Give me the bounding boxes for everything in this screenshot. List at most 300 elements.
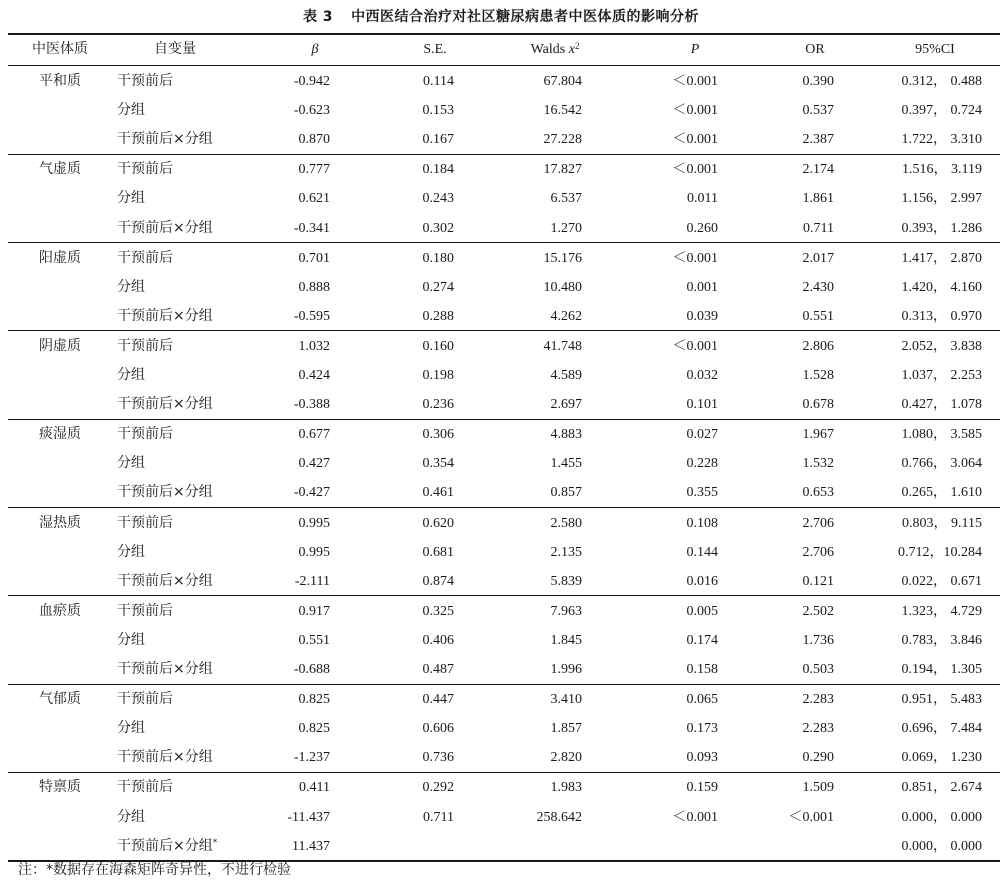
p-cell	[630, 273, 718, 302]
beta-cell-text: -0.623	[293, 103, 330, 119]
group-name-cell	[20, 743, 100, 772]
p-cell-text: 0.005	[686, 603, 718, 619]
se-cell	[380, 214, 454, 243]
se-cell	[380, 332, 454, 361]
beta-cell	[240, 244, 330, 273]
p-cell-text: 0.039	[686, 308, 718, 324]
variable-cell-text: 干预前后×分组	[117, 837, 213, 854]
or-cell	[760, 567, 834, 596]
wald-cell	[500, 685, 582, 714]
wald-cell	[500, 538, 582, 567]
se-cell-text: 0.292	[422, 780, 454, 796]
p-cell-text: 0.158	[686, 662, 718, 677]
p-cell-text: 0.065	[686, 692, 718, 708]
variable-cell-text: 分组	[117, 278, 145, 295]
header-wald-symbol: x	[568, 42, 575, 57]
ci-cell	[880, 390, 982, 419]
wald-cell-text: 10.480	[543, 279, 582, 295]
p-cell	[630, 125, 718, 154]
ci-cell-text: 0.951， 5.483	[901, 692, 982, 708]
header-variable: 自变量	[154, 41, 196, 57]
wald-cell	[500, 449, 582, 478]
or-cell	[760, 184, 834, 213]
beta-cell-text: 0.701	[298, 250, 330, 266]
group-name-cell	[20, 214, 100, 243]
group-name-cell	[20, 655, 100, 684]
ci-cell-text: 0.022， 0.671	[901, 573, 982, 589]
or-cell	[760, 96, 834, 125]
wald-cell-text: 1.455	[550, 456, 582, 472]
or-cell-text: 0.711	[803, 220, 834, 236]
or-cell-text: 0.551	[802, 308, 834, 324]
variable-cell-text: 干预前后×分组	[117, 131, 213, 148]
se-cell	[380, 420, 454, 449]
se-cell	[380, 273, 454, 302]
table-row	[0, 449, 1002, 478]
p-cell-text: ＜0.001	[672, 338, 718, 354]
table-row	[0, 714, 1002, 743]
or-cell	[760, 832, 834, 861]
table-row	[0, 332, 1002, 361]
or-cell-text: 0.537	[802, 103, 834, 119]
or-cell	[760, 743, 834, 772]
se-cell	[380, 773, 454, 802]
table-row	[0, 125, 1002, 154]
or-cell-text: 1.532	[802, 456, 834, 472]
p-cell-text: ＜0.001	[672, 103, 718, 119]
wald-cell	[500, 302, 582, 331]
group-name-cell	[20, 390, 100, 419]
or-cell-text: 2.502	[802, 603, 834, 619]
se-cell	[380, 67, 454, 96]
ci-cell	[880, 773, 982, 802]
header-beta: β	[311, 42, 319, 57]
beta-cell-text: 11.437	[292, 838, 330, 854]
wald-cell	[500, 96, 582, 125]
ci-cell-text: 0.000， 0.000	[901, 838, 982, 854]
beta-cell-text: -0.942	[293, 74, 330, 89]
wald-cell	[500, 390, 582, 419]
or-cell-text: 1.528	[802, 368, 834, 383]
beta-cell-text: 0.621	[298, 191, 330, 207]
group-name-cell	[20, 361, 100, 390]
or-cell-text: 0.390	[802, 74, 834, 89]
group-name-cell-text: 阳虚质	[39, 249, 81, 266]
group-name-cell	[20, 832, 100, 861]
p-cell	[630, 509, 718, 538]
wald-cell-text: 17.827	[543, 162, 582, 178]
se-cell-text: 0.461	[422, 485, 454, 501]
p-cell	[630, 685, 718, 714]
or-cell-text: 2.283	[802, 692, 834, 708]
group-name-cell	[20, 597, 100, 626]
or-cell	[760, 449, 834, 478]
beta-cell	[240, 214, 330, 243]
footnote-marker: *	[212, 837, 218, 848]
table-row	[0, 478, 1002, 507]
beta-cell	[240, 743, 330, 772]
ci-cell	[880, 184, 982, 213]
group-name-cell	[20, 155, 100, 184]
variable-cell-text: 分组	[117, 720, 145, 737]
or-cell-text: 2.806	[802, 338, 834, 354]
se-cell-text: 0.736	[422, 750, 454, 766]
se-cell	[380, 390, 454, 419]
variable-cell-text: 干预前后×分组	[117, 749, 213, 766]
table-row	[0, 743, 1002, 772]
p-cell-text: ＜0.001	[672, 132, 718, 148]
group-name-cell	[20, 567, 100, 596]
table-row	[0, 273, 1002, 302]
beta-cell-text: 1.032	[298, 338, 330, 354]
group-name-cell-text: 气郁质	[39, 691, 81, 708]
header-wald	[500, 35, 610, 65]
header-group: 中医体质	[32, 41, 88, 57]
table-row	[0, 420, 1002, 449]
wald-cell	[500, 332, 582, 361]
ci-cell-text: 0.696， 7.484	[901, 721, 982, 737]
se-cell-text: 0.681	[422, 544, 454, 560]
p-cell-text: ＜0.001	[672, 809, 718, 825]
variable-cell-text: 分组	[117, 455, 145, 472]
p-cell	[630, 626, 718, 655]
group-name-cell	[20, 420, 100, 449]
p-cell	[630, 743, 718, 772]
or-cell	[760, 214, 834, 243]
wald-cell-text: 41.748	[543, 338, 582, 354]
ci-cell	[880, 509, 982, 538]
se-cell-text: 0.406	[422, 632, 454, 648]
ci-cell-text: 1.420， 4.160	[901, 279, 982, 295]
variable-cell-text: 分组	[117, 543, 145, 560]
ci-cell	[880, 155, 982, 184]
se-cell	[380, 538, 454, 567]
se-cell-text: 0.487	[422, 662, 454, 677]
se-cell	[380, 449, 454, 478]
wald-cell-text: 1.857	[550, 721, 582, 737]
p-cell	[630, 773, 718, 802]
ci-cell	[880, 743, 982, 772]
ci-cell-text: 0.851， 2.674	[901, 780, 982, 796]
variable-cell-text: 干预前后×分组	[117, 572, 213, 589]
se-cell-text: 0.711	[423, 809, 454, 825]
header-rule	[8, 65, 1000, 66]
wald-cell-text: 16.542	[543, 103, 582, 119]
se-cell	[380, 597, 454, 626]
beta-cell	[240, 567, 330, 596]
beta-cell-text: 0.411	[299, 780, 330, 796]
wald-cell-text: 15.176	[543, 250, 582, 266]
table-row	[0, 390, 1002, 419]
beta-cell	[240, 273, 330, 302]
header-p: P	[690, 42, 700, 57]
group-name-cell	[20, 538, 100, 567]
se-cell	[380, 361, 454, 390]
ci-cell-text: 1.156， 2.997	[901, 191, 982, 207]
or-cell	[760, 773, 834, 802]
ci-cell-text: 0.069， 1.230	[901, 750, 982, 766]
group-name-cell-text: 血瘀质	[39, 602, 81, 619]
table-row	[0, 567, 1002, 596]
ci-cell	[880, 420, 982, 449]
or-cell-text: 2.174	[802, 162, 834, 178]
or-cell	[760, 538, 834, 567]
beta-cell-text: 0.995	[298, 515, 330, 531]
variable-cell-text: 干预前后×分组	[117, 396, 213, 413]
se-cell	[380, 743, 454, 772]
table-row	[0, 302, 1002, 331]
p-cell-text: 0.173	[686, 721, 718, 737]
or-cell	[760, 390, 834, 419]
wald-cell-text: 2.580	[550, 515, 582, 531]
wald-cell	[500, 184, 582, 213]
wald-cell	[500, 155, 582, 184]
p-cell	[630, 449, 718, 478]
wald-cell-text: 67.804	[543, 74, 582, 89]
wald-cell-text: 1.996	[550, 662, 582, 677]
wald-cell	[500, 67, 582, 96]
wald-cell	[500, 832, 582, 861]
group-name-cell-text: 湿热质	[39, 514, 81, 531]
table-row	[0, 832, 1002, 861]
se-cell	[380, 184, 454, 213]
p-cell-text: 0.174	[686, 632, 718, 648]
or-cell-text: 2.283	[802, 721, 834, 737]
p-cell-text: 0.144	[686, 544, 718, 560]
header-wald-sup: 2	[574, 41, 580, 51]
ci-cell	[880, 597, 982, 626]
or-cell	[760, 714, 834, 743]
ci-cell	[880, 832, 982, 861]
group-name-cell-text: 气虚质	[39, 161, 81, 178]
group-name-cell	[20, 244, 100, 273]
group-name-cell	[20, 714, 100, 743]
header-se: S.E.	[423, 42, 447, 57]
or-cell	[760, 803, 834, 832]
group-name-cell	[20, 509, 100, 538]
ci-cell	[880, 449, 982, 478]
p-cell	[630, 361, 718, 390]
ci-cell	[880, 361, 982, 390]
variable-cell-text: 分组	[117, 102, 145, 119]
wald-cell-text: 3.410	[550, 692, 582, 708]
or-cell-text: 1.861	[802, 191, 834, 207]
beta-cell-text: -0.427	[293, 485, 330, 501]
table-row	[0, 244, 1002, 273]
beta-cell	[240, 773, 330, 802]
group-name-cell	[20, 449, 100, 478]
p-cell	[630, 714, 718, 743]
variable-cell-text: 分组	[117, 808, 145, 825]
se-cell	[380, 685, 454, 714]
p-cell	[630, 390, 718, 419]
variable-cell-text: 分组	[117, 631, 145, 648]
p-cell-text: ＜0.001	[672, 74, 718, 89]
p-cell	[630, 567, 718, 596]
or-cell	[760, 125, 834, 154]
beta-cell	[240, 125, 330, 154]
or-cell-text: 2.387	[802, 132, 834, 148]
beta-cell-text: 0.825	[298, 721, 330, 737]
ci-cell-text: 1.417， 2.870	[901, 250, 982, 266]
variable-cell-text: 干预前后×分组	[117, 484, 213, 501]
variable-cell-text: 干预前后	[117, 514, 173, 531]
header-ci: 95%CI	[915, 42, 955, 57]
se-cell-text: 0.302	[422, 220, 454, 236]
se-cell-text: 0.620	[422, 515, 454, 531]
wald-cell-text: 5.839	[550, 573, 582, 589]
p-cell-text: 0.228	[686, 456, 718, 472]
ci-cell-text: 1.080， 3.585	[901, 427, 982, 443]
beta-cell	[240, 155, 330, 184]
group-name-cell	[20, 332, 100, 361]
p-cell-text: 0.159	[686, 780, 718, 796]
variable-cell-text: 干预前后	[117, 602, 173, 619]
table-row	[0, 597, 1002, 626]
wald-cell	[500, 361, 582, 390]
or-cell	[760, 302, 834, 331]
ci-cell-text: 0.766， 3.064	[901, 456, 982, 472]
group-name-cell	[20, 803, 100, 832]
ci-cell-text: 0.393， 1.286	[901, 220, 982, 236]
variable-cell-text: 干预前后	[117, 249, 173, 266]
group-name-cell	[20, 67, 100, 96]
or-cell-text: 0.290	[802, 750, 834, 766]
variable-cell-text: 干预前后	[117, 426, 173, 443]
se-cell	[380, 478, 454, 507]
wald-cell	[500, 714, 582, 743]
variable-cell-text: 干预前后×分组	[117, 219, 213, 236]
beta-cell	[240, 96, 330, 125]
group-name-cell-text: 平和质	[39, 73, 81, 89]
wald-cell	[500, 567, 582, 596]
table-row	[0, 184, 1002, 213]
beta-cell	[240, 597, 330, 626]
ci-cell-text: 0.427， 1.078	[901, 397, 982, 413]
p-cell-text: 0.016	[686, 573, 718, 589]
p-cell-text: 0.011	[687, 191, 718, 207]
wald-cell	[500, 655, 582, 684]
wald-cell	[500, 626, 582, 655]
wald-cell-text: 4.262	[550, 308, 582, 324]
wald-cell	[500, 244, 582, 273]
se-cell-text: 0.180	[422, 250, 454, 266]
group-name-cell-text: 痰湿质	[39, 426, 81, 443]
p-cell	[630, 538, 718, 567]
p-cell-text: 0.032	[686, 368, 718, 383]
se-cell	[380, 509, 454, 538]
variable-cell-text: 干预前后×分组	[117, 307, 213, 324]
ci-cell	[880, 538, 982, 567]
p-cell	[630, 655, 718, 684]
or-cell	[760, 155, 834, 184]
variable-cell-text: 干预前后	[117, 161, 173, 178]
beta-cell-text: 0.995	[298, 544, 330, 560]
beta-cell-text: -1.237	[293, 750, 330, 766]
variable-cell-text: 干预前后×分组	[117, 661, 213, 677]
se-cell	[380, 244, 454, 273]
or-cell	[760, 361, 834, 390]
beta-cell	[240, 332, 330, 361]
se-cell-text: 0.354	[422, 456, 454, 472]
group-name-cell	[20, 478, 100, 507]
table-row	[0, 155, 1002, 184]
group-name-cell	[20, 184, 100, 213]
variable-cell-text: 干预前后	[117, 691, 173, 708]
ci-cell-text: 0.712，10.284	[898, 544, 982, 560]
wald-cell-text: 2.135	[550, 544, 582, 560]
or-cell-text: 0.503	[802, 662, 834, 677]
group-name-cell-text: 阴虚质	[39, 337, 81, 354]
beta-cell	[240, 832, 330, 861]
wald-cell	[500, 125, 582, 154]
table-row	[0, 509, 1002, 538]
beta-cell	[240, 655, 330, 684]
beta-cell-text: -0.341	[293, 220, 330, 236]
se-cell-text: 0.114	[423, 74, 454, 89]
table-row	[0, 67, 1002, 96]
table-row	[0, 538, 1002, 567]
or-cell	[760, 67, 834, 96]
beta-cell-text: -2.111	[294, 573, 330, 589]
or-cell-text: 2.706	[802, 544, 834, 560]
beta-cell-text: 0.424	[298, 368, 330, 383]
or-cell-text: 0.653	[802, 485, 834, 501]
p-cell-text: 0.093	[686, 750, 718, 766]
se-cell	[380, 714, 454, 743]
beta-cell-text: 0.825	[298, 692, 330, 708]
header-wald-label: Walds	[530, 42, 566, 57]
wald-cell	[500, 597, 582, 626]
se-cell	[380, 832, 454, 861]
variable-cell-text: 分组	[117, 367, 145, 383]
p-cell-text: 0.108	[686, 515, 718, 531]
se-cell-text: 0.167	[422, 132, 454, 148]
se-cell	[380, 302, 454, 331]
or-cell	[760, 685, 834, 714]
beta-cell-text: 0.427	[298, 456, 330, 472]
p-cell	[630, 214, 718, 243]
ci-cell-text: 0.312， 0.488	[901, 74, 982, 89]
se-cell-text: 0.606	[422, 721, 454, 737]
or-cell	[760, 420, 834, 449]
beta-cell-text: 0.777	[298, 162, 330, 178]
beta-cell-text: 0.870	[298, 132, 330, 148]
se-cell	[380, 155, 454, 184]
se-cell	[380, 803, 454, 832]
ci-cell	[880, 214, 982, 243]
wald-cell-text: 1.270	[550, 220, 582, 236]
beta-cell-text: 0.677	[298, 427, 330, 443]
ci-cell-text: 1.037， 2.253	[901, 368, 982, 383]
se-cell-text: 0.288	[422, 308, 454, 324]
table-row	[0, 685, 1002, 714]
beta-cell-text: 0.551	[298, 632, 330, 648]
or-cell-text: 2.430	[802, 279, 834, 295]
p-cell	[630, 302, 718, 331]
table-title: 中西医结合治疗对社区糖尿病患者中医体质的影响分析	[351, 9, 700, 25]
p-cell	[630, 597, 718, 626]
or-cell-text: 2.017	[802, 250, 834, 266]
ci-cell-text: 0.397， 0.724	[901, 103, 982, 119]
ci-cell-text: 0.194， 1.305	[901, 662, 982, 677]
beta-cell	[240, 478, 330, 507]
table-row	[0, 626, 1002, 655]
se-cell-text: 0.306	[422, 427, 454, 443]
ci-cell-text: 1.516， 3.119	[902, 162, 982, 178]
table-number: 表 3	[302, 9, 334, 25]
wald-cell	[500, 803, 582, 832]
